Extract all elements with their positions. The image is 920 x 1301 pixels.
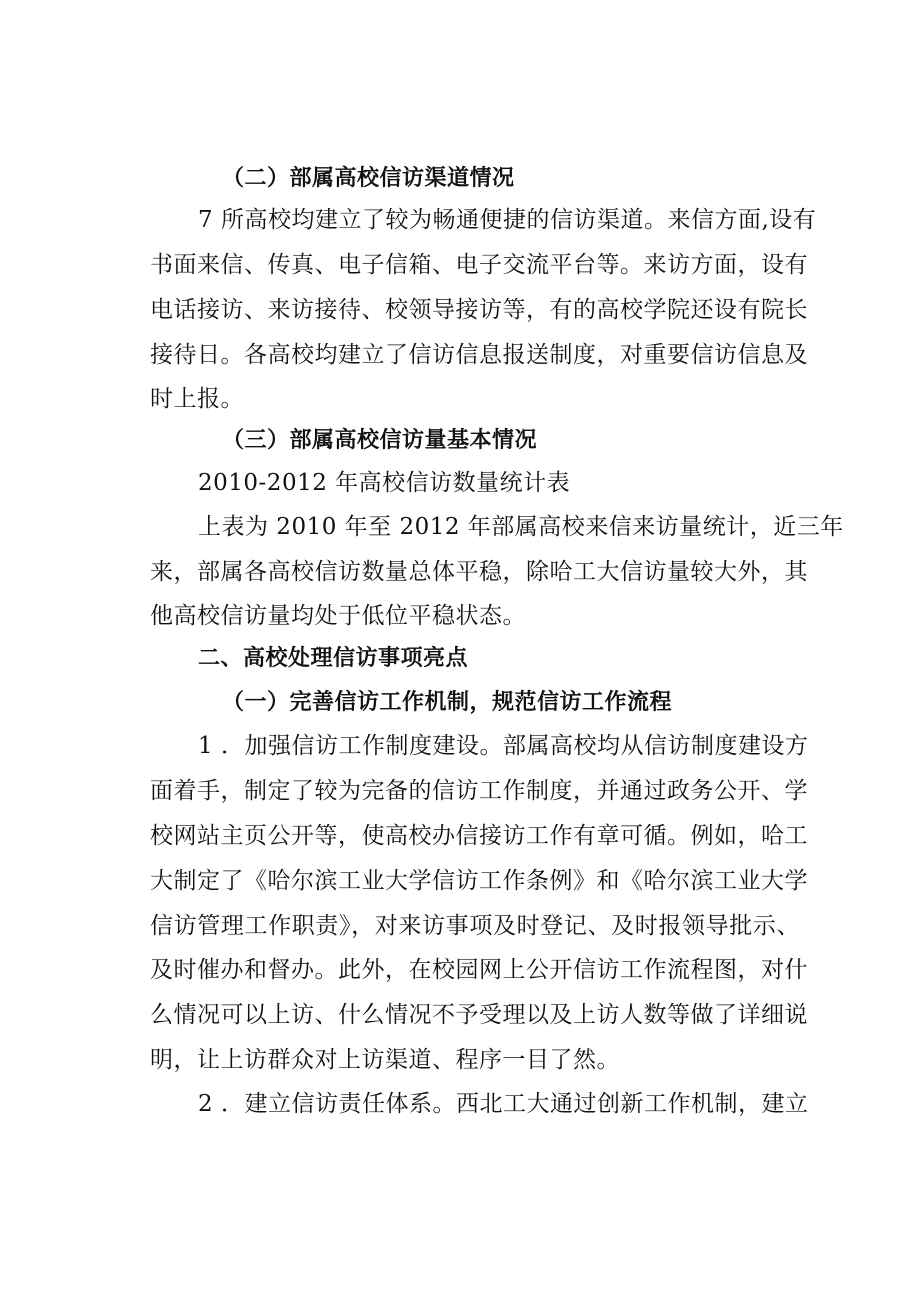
item1-line: 及时催办和督办。此外，在校园网上公开信访工作流程图，对什 [150, 957, 808, 983]
paragraph-line: 他高校信访量均处于低位平稳状态。 [150, 603, 526, 629]
item1-line: 么情况可以上访、什么情况不予受理以及上访人数等做了详细说 [150, 1002, 808, 1028]
section-heading-volume: （三）部属高校信访量基本情况 [222, 428, 538, 453]
item1-line: 大制定了《哈尔滨工业大学信访工作条例》和《哈尔滨工业大学 [150, 868, 808, 894]
item1-line: 面着手，制定了较为完备的信访工作制度，并通过政务公开、学 [150, 778, 808, 804]
paragraph-line: 电话接访、来访接待、校领导接访等，有的高校学院还设有院长 [150, 297, 808, 323]
paragraph-line: 上表为 2010 年至 2012 年部属高校来信来访量统计，近三年 [198, 514, 844, 540]
paragraph-line: 接待日。各高校均建立了信访信息报送制度，对重要信访信息及 [150, 342, 808, 368]
paragraph-line: 时上报。 [150, 386, 244, 412]
paragraph-line: 来，部属各高校信访数量总体平稳，除哈工大信访量较大外，其 [150, 559, 808, 585]
item1-line: 明，让上访群众对上访渠道、程序一目了然。 [150, 1047, 620, 1073]
item1-line: 校网站主页公开等，使高校办信接访工作有章可循。例如，哈工 [150, 823, 808, 849]
section-heading-channels: （二）部属高校信访渠道情况 [222, 166, 515, 191]
table-caption: 2010-2012 年高校信访数量统计表 [198, 470, 571, 496]
item1-line: 1 ．加强信访工作制度建设。部属高校均从信访制度建设方 [198, 733, 809, 759]
part-two-sub-heading: （一）完善信访工作机制，规范信访工作流程 [222, 690, 673, 715]
part-two-heading: 二、高校处理信访事项亮点 [198, 646, 469, 671]
item1-line: 信访管理工作职责》，对来访事项及时登记、及时报领导批示、 [150, 913, 800, 939]
item2-line: 2 ．建立信访责任体系。西北工大通过创新工作机制，建立 [198, 1091, 809, 1117]
paragraph-line: 7 所高校均建立了较为畅通便捷的信访渠道。来信方面,设有 [198, 207, 817, 233]
paragraph-line: 书面来信、传真、电子信箱、电子交流平台等。来访方面，设有 [150, 252, 808, 278]
